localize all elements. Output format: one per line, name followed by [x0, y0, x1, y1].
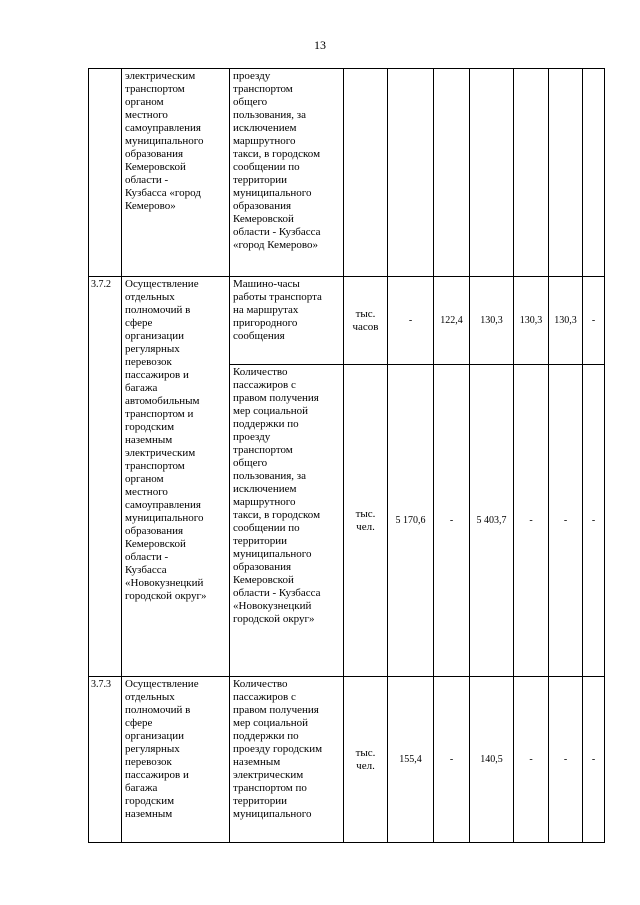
page-number: 13 — [314, 38, 326, 52]
value-cell: - — [434, 365, 470, 677]
table-row — [89, 677, 605, 843]
value-cell: 122,4 — [434, 277, 470, 365]
value-cell: 5 170,6 — [388, 365, 434, 677]
value-cell: 140,5 — [470, 677, 514, 843]
value-cell: 130,3 — [514, 277, 549, 365]
indicator-name: Количество пассажиров с правом получения мер социальной поддержки по проезду городским наземным электрическим транспортом по территории муниципального — [230, 677, 344, 843]
indicator-name: Количество пассажиров с правом получения мер социальной поддержки по проезду транспортом общего пользования, за исключением маршрутного такси, в городском сообщении по территории муниципального образования Кемеровской области - Кузбасса «Новокузнецкий городской округ» — [230, 365, 344, 677]
value-cell — [388, 69, 434, 277]
value-cell — [434, 69, 470, 277]
program-table — [88, 68, 605, 843]
measure-description: Осуществление отдельных полномочий в сфере организации регулярных перевозок пассажиров и багажа городским наземным — [122, 677, 230, 843]
table-row — [89, 69, 605, 277]
row-number: 3.7.3 — [89, 677, 122, 843]
value-cell — [549, 69, 583, 277]
value-cell — [583, 69, 605, 277]
value-cell: - — [549, 677, 583, 843]
unit-cell: тыс. чел. — [344, 677, 388, 843]
unit-cell — [344, 69, 388, 277]
value-cell: 155,4 — [388, 677, 434, 843]
value-cell: 5 403,7 — [470, 365, 514, 677]
value-cell: - — [549, 365, 583, 677]
value-cell: - — [583, 677, 605, 843]
value-cell: - — [583, 365, 605, 677]
value-cell: - — [514, 677, 549, 843]
value-cell: 130,3 — [549, 277, 583, 365]
row-number: 3.7.2 — [89, 277, 122, 677]
measure-description: электрическим транспортом органом местного самоуправления муниципального образования Кемеровской области - Кузбасса «город Кемерово» — [122, 69, 230, 277]
value-cell — [514, 69, 549, 277]
value-cell: - — [583, 277, 605, 365]
measure-description: Осуществление отдельных полномочий в сфере организации регулярных перевозок пассажиров и багажа автомобильным транспортом и городским наземным электрическим транспортом органом местного самоуправления муниципального образования Кемеровской области - Кузбасса «Новокузнецкий городской округ» — [122, 277, 230, 677]
table-row — [89, 277, 605, 365]
value-cell: - — [388, 277, 434, 365]
unit-cell: тыс. чел. — [344, 365, 388, 677]
value-cell: 130,3 — [470, 277, 514, 365]
row-number — [89, 69, 122, 277]
unit-cell: тыс. часов — [344, 277, 388, 365]
value-cell — [470, 69, 514, 277]
value-cell: - — [434, 677, 470, 843]
indicator-name: проезду транспортом общего пользования, за исключением маршрутного такси, в городском сообщении по территории муниципального образования Кемеровской области - Кузбасса «город Кемерово» — [230, 69, 344, 277]
indicator-name: Машино-часы работы транспорта на маршрутах пригородного сообщения — [230, 277, 344, 365]
value-cell: - — [514, 365, 549, 677]
